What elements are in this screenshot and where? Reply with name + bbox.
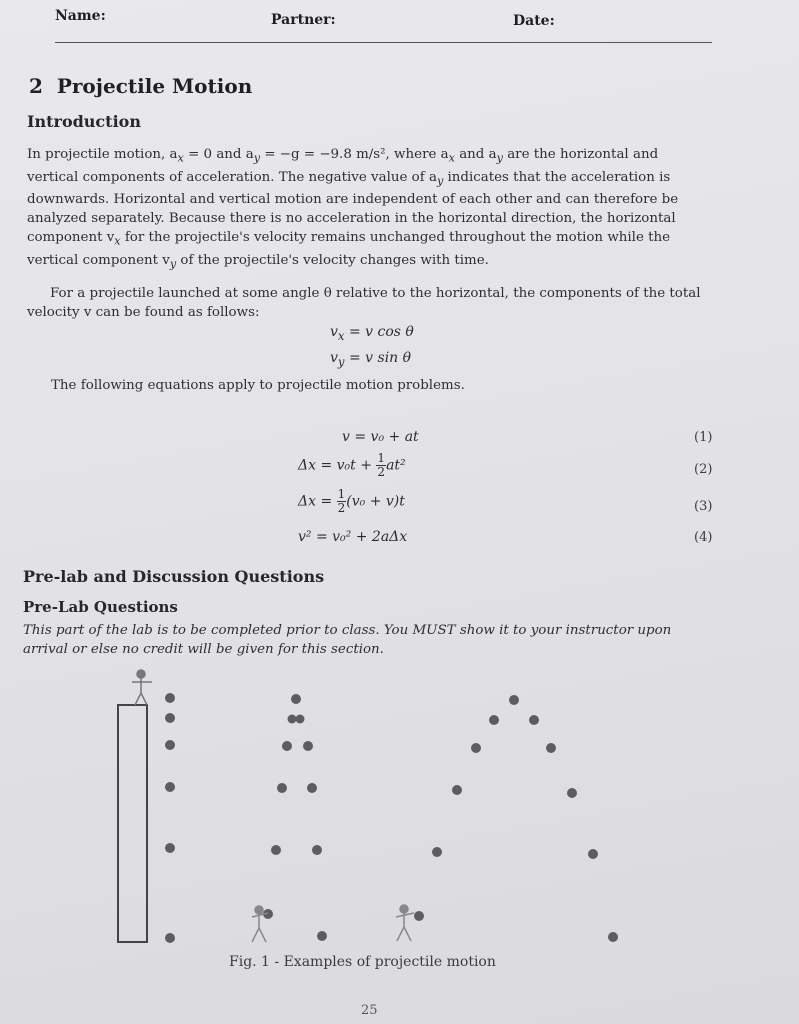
- ball-dot: [165, 843, 175, 853]
- equation-4-number: (4): [694, 530, 713, 545]
- ball-dot: [471, 743, 481, 753]
- ball-dot: [312, 845, 322, 855]
- angled-launch-dots: [414, 695, 618, 942]
- ball-dot: [271, 845, 281, 855]
- ball-dot: [608, 932, 618, 942]
- ball-dot: [489, 715, 499, 725]
- ball-dot: [317, 931, 327, 941]
- section-title-text: Projectile Motion: [56, 74, 253, 98]
- person-launcher-2-icon: [396, 905, 414, 941]
- ball-dot: [291, 694, 301, 704]
- ball-dot: [288, 715, 297, 724]
- ball-dot: [567, 788, 577, 798]
- vy-equation: $v_y = v$ sin θ: [330, 350, 412, 369]
- prelab-heading: Pre-lab and Discussion Questions: [23, 567, 325, 586]
- header-rule: [55, 42, 712, 43]
- equation-3-number: (3): [694, 499, 713, 514]
- ball-dot: [529, 715, 539, 725]
- equation-2-number: (2): [694, 462, 713, 477]
- ball-dot: [165, 782, 175, 792]
- section-title: [29, 74, 252, 98]
- partner-label: Partner:: [271, 12, 336, 28]
- equations-intro: The following equations apply to projectile motion problems.: [51, 378, 465, 393]
- equation-3: Δx = $\frac{1}{2}$ (v₀ + v)t: [298, 487, 405, 515]
- ball-dot: [303, 741, 313, 751]
- dropped-ball-dots: [165, 693, 175, 943]
- intro-paragraph: In projectile motion, $a_x = 0$ and $a_y = -g = -9.8$ m/s², where $a_x$ and $a_y$ are the horizontal and vertical components of acceleration. The negative value of $a_y$ indicates that the acceleration is downwards. Horizontal and vertical motion are independent of each other and can therefore be analyzed separately. Because there is no acceleration in the horizontal direction, the horizontal component $v_x$ for the projectile's velocity remains unchanged throughout the motion while the vertical component $v_y$ of the projectile's velocity changes with time.: [27, 147, 679, 271]
- ball-dot: [509, 695, 519, 705]
- person-on-tower-icon: [132, 670, 152, 705]
- ball-dot: [282, 741, 292, 751]
- ball-dot: [165, 933, 175, 943]
- components-paragraph: For a projectile launched at some angle θ relative to the horizontal, the components of the total velocity v can be found as follows:: [27, 286, 701, 320]
- ball-dot: [165, 693, 175, 703]
- equation-2: Δx = v₀t + $\frac{1}{2}$ at²: [298, 451, 406, 479]
- equation-4: v² = v₀² + 2aΔx: [298, 529, 408, 545]
- ball-dot: [414, 911, 424, 921]
- ball-dot: [165, 713, 175, 723]
- projectile-figure: [0, 660, 799, 960]
- page-number: 25: [361, 1003, 378, 1018]
- ball-dot: [546, 743, 556, 753]
- ball-dot: [307, 783, 317, 793]
- name-label: Name:: [55, 8, 106, 24]
- prelab-note: This part of the lab is to be completed prior to class. You MUST show it to your instructor upon arrival or else no credit will be given for this section.: [23, 623, 672, 657]
- ball-dot: [296, 715, 305, 724]
- date-label: Date:: [513, 13, 555, 29]
- vertical-launch-dots: [263, 694, 327, 941]
- section-number: 2: [29, 74, 43, 98]
- ball-dot: [588, 849, 598, 859]
- vx-equation: $v_x = v$ cos θ: [330, 324, 414, 343]
- ball-dot: [452, 785, 462, 795]
- ball-dot: [432, 847, 442, 857]
- introduction-heading: Introduction: [27, 112, 141, 131]
- prelab-subheading: Pre-Lab Questions: [23, 598, 178, 616]
- equation-1-number: (1): [694, 430, 713, 445]
- tower: [118, 705, 147, 942]
- ball-dot: [165, 740, 175, 750]
- figure-caption: Fig. 1 - Examples of projectile motion: [229, 954, 496, 970]
- equation-1: v = v₀ + at: [342, 429, 419, 445]
- ball-dot: [277, 783, 287, 793]
